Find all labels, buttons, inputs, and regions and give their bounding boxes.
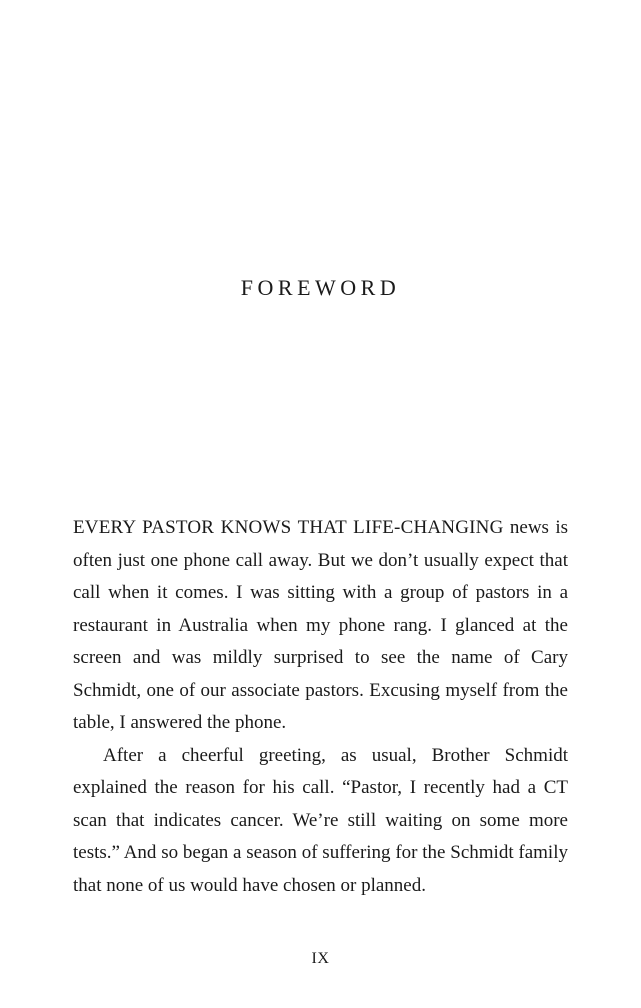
paragraph-1	[73, 512, 568, 740]
paragraph-2: After a cheerful greeting, as usual, Brother Schmidt explained the reason for his call. “Pastor, I recently had a CT scan that indicates cancer. We’re still waiting on some more tests.” And so began a season of suffering for the Schmidt family that none of us would have chosen or planned.	[73, 744, 568, 896]
paragraph-1-text: news is often just one phone call away. But we don’t usually expect that call when it comes. I was sitting with a group of pastors in a restaurant in Australia when my phone rang. I glanced at the screen and was mildly surprised to see the name of Cary Schmidt, one of our associate pastors. Excusing myself from the table, I answered the phone.	[73, 517, 568, 733]
lead-in-text: EVERY PASTOR KNOWS THAT LIFE-CHANGING	[73, 517, 504, 538]
chapter-title: FOREWORD	[240, 275, 401, 300]
body-text	[73, 512, 568, 902]
page-number: IX	[311, 950, 330, 967]
